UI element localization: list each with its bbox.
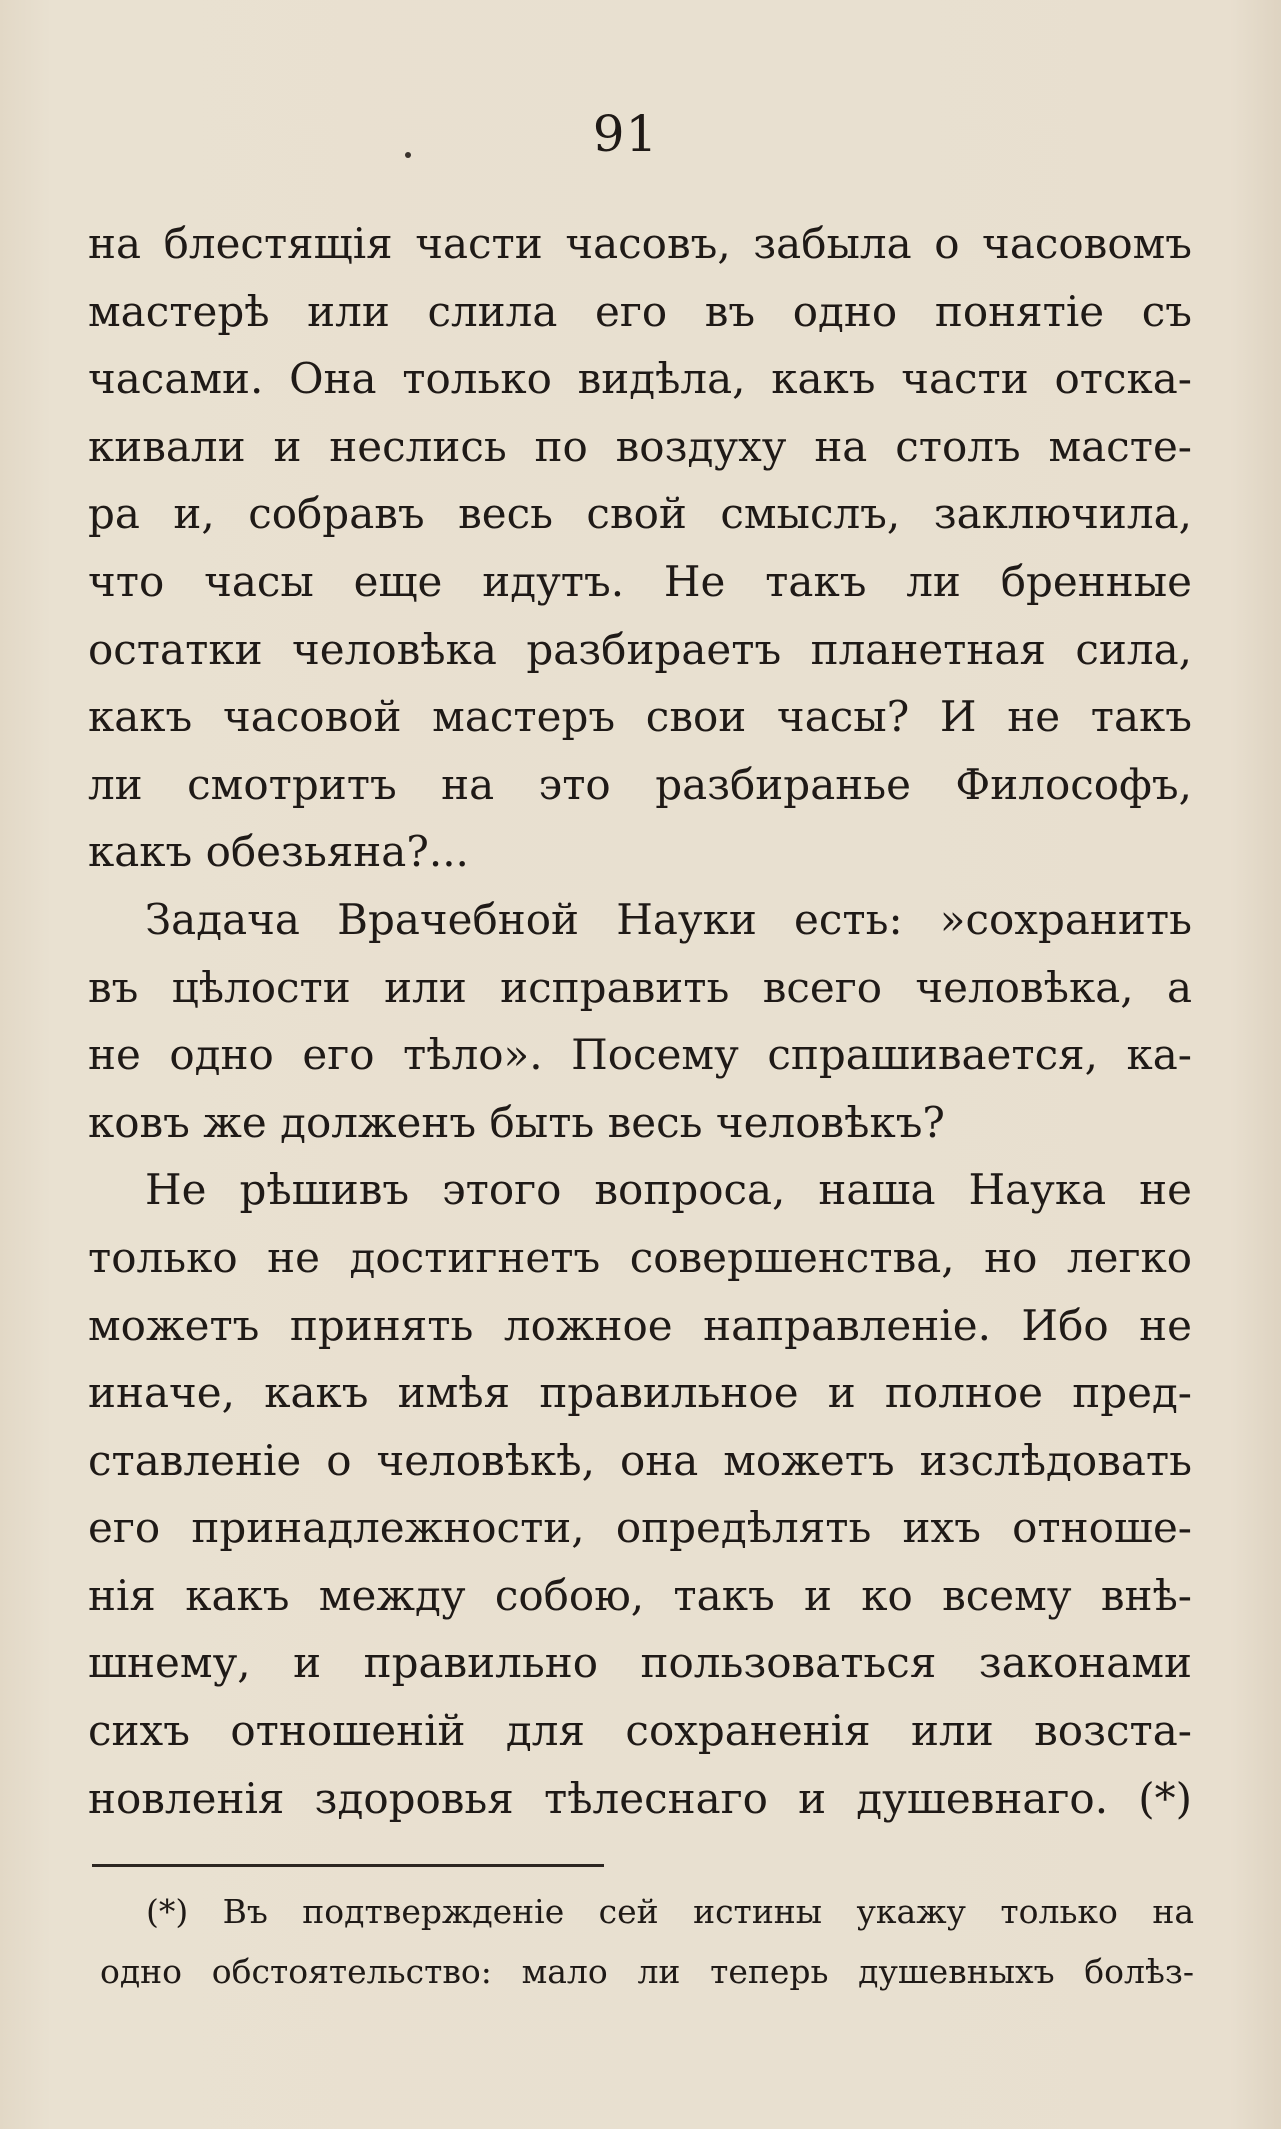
text-line: какъ часовой мастеръ свои часы? И не такъ (88, 692, 1192, 742)
text-line: кивали и неслись по воздуху на столъ масте- (88, 421, 1192, 471)
main-text (88, 210, 1192, 1832)
paragraph-start: Задача Врачебной Науки есть: »сохранить (145, 894, 1192, 944)
text-line: остатки человѣка разбираетъ планетная сила, (88, 624, 1192, 674)
footnote-divider (92, 1864, 604, 1867)
text-line: на блестящія части часовъ, забыла о часовомъ (88, 219, 1192, 268)
text-line: иначе, какъ имѣя правильное и полное пред- (88, 1368, 1192, 1418)
text-line: новленія здоровья тѣлеснаго и душевнаго. (*) (88, 1773, 1192, 1823)
text-line: какъ обезьяна?... (88, 827, 469, 877)
footnote-line: одно обстоятельство: мало ли теперь душевныхъ болѣз- (100, 1952, 1194, 1991)
text-line: ковъ же долженъ быть весь человѣкъ? (88, 1097, 945, 1147)
text-line: шнему, и правильно пользоваться законами (88, 1638, 1192, 1688)
text-line: часами. Она только видѣла, какъ части отска- (88, 354, 1192, 404)
text-line: только не достигнетъ совершенства, но легко (88, 1232, 1192, 1282)
text-line: что часы еще идутъ. Не такъ ли бренные (88, 556, 1192, 606)
text-line: ставленіе о человѣкѣ, она можетъ изслѣдовать (88, 1435, 1192, 1485)
text-line: нія какъ между собою, такъ и ко всему внѣ- (88, 1570, 1192, 1620)
page-number: 91 (592, 105, 659, 163)
text-line: можетъ принять ложное направленіе. Ибо не (88, 1300, 1192, 1350)
text-line: не одно его тѣло». Посему спрашивается, ка- (88, 1030, 1192, 1080)
text-line: въ цѣлости или исправить всего человѣка, а (88, 962, 1192, 1012)
text-line: ли смотритъ на это разбиранье Философъ, (88, 759, 1192, 809)
ink-speck (405, 152, 411, 158)
text-line: мастерѣ или слила его въ одно понятіе съ (88, 286, 1192, 336)
footnote (100, 1882, 1194, 2002)
text-line: ра и, собравъ весь свой смыслъ, заключила, (88, 489, 1192, 539)
text-line: его принадлежности, опредѣлять ихъ отноше- (88, 1503, 1192, 1553)
paragraph-start: Не рѣшивъ этого вопроса, наша Наука не (145, 1165, 1192, 1215)
text-line: сихъ отношеній для сохраненія или возста- (88, 1706, 1192, 1756)
footnote-line: (*) Въ подтвержденіе сей истины укажу только на (146, 1892, 1194, 1931)
